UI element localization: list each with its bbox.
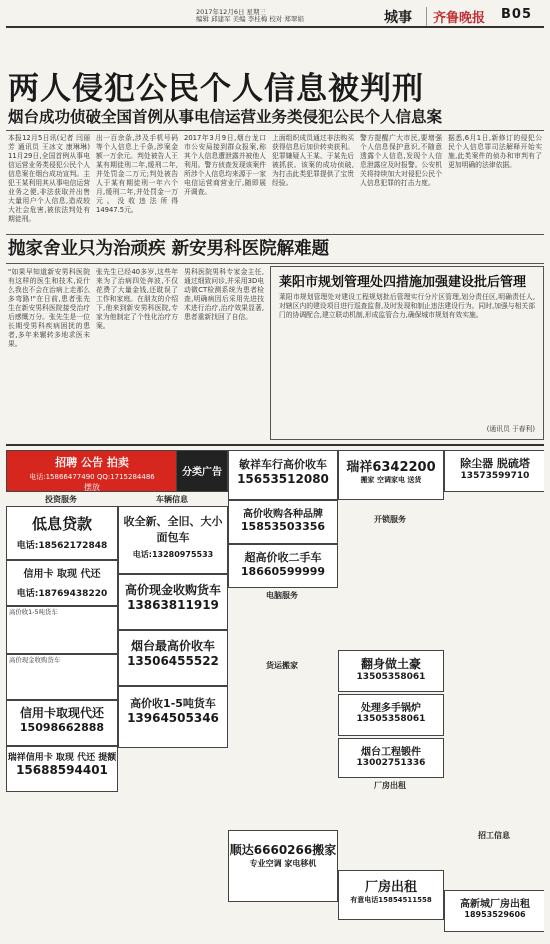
divider — [6, 444, 544, 446]
ad-used-car: 超高价收二手车 18660599999 — [228, 544, 338, 588]
ad-minxiang: 敏祥车行高价收车 15653512080 — [228, 450, 338, 500]
classified-banner: 招聘 公告 拍卖 电话:15866477490 QQ:1715284486 摆放 — [6, 450, 178, 492]
ad-truck: 高价收1-5吨货车 — [6, 606, 118, 654]
second-col-2: 张先生已经40多岁,这些年来为了治病四处奔波,不仅花费了大量金钱,还耽误了工作和家庭。在朋友的介绍下,他来到新安男科医院,专家为他制定了个性化治疗方案。 — [96, 268, 178, 330]
lead-subtitle: 烟台成功侦破全国首例从事电信运营业务类侵犯公民个人信息案 — [8, 108, 443, 126]
divider — [6, 234, 544, 235]
ad-truck-2: 高价现金收购货车 — [6, 654, 118, 700]
page-number: B05 — [501, 7, 532, 22]
box-credit: (通讯员 于春利) — [486, 425, 535, 433]
lead-col-5: 警方提醒广大市民,要增强个人信息保护意识,不随意透露个人信息,发现个人信息泄露应及时报警。公安机关将持续加大对侵犯公民个人信息犯罪的打击力度。 — [360, 134, 442, 187]
ad-gaoxin: 高新城厂房出租 18953529606 — [444, 890, 544, 932]
masthead — [6, 6, 544, 28]
section-name: 城事 — [384, 10, 412, 26]
category-label: 招工信息 — [478, 831, 510, 840]
ad-truck-5t: 高价收1-5吨货车 13964505346 — [118, 686, 228, 748]
paper-logo: 齐鲁晚报 — [426, 7, 485, 26]
ad-credit-2: 信用卡取现代还 15098662888 — [6, 700, 118, 746]
lead-headline: 两人侵犯公民个人信息被判刑 — [8, 71, 424, 107]
ad-dust-collector: 除尘器 脱硫塔 13573599710 — [444, 450, 544, 492]
category-label: 开锁服务 — [374, 515, 406, 524]
lead-col-1: 本报12月5日讯(记者 闫丽芳 通讯员 王冰文 康琳琳) 11月29日,全国首例从事电信运营业务类侵犯公民个人信息案在烟台成功宣判。主犯王某利用其从事电信运营业务之便,非法获取并出售大量用户个人信息,造成较大社会危害,被依法判处有期徒刑。 — [8, 134, 90, 223]
ad-boiler: 处理多手锅炉 13505358061 — [338, 694, 444, 736]
ad-loan: 低息贷款 电话:18562172848 — [6, 506, 118, 560]
category-label: 货运搬家 — [266, 661, 298, 670]
ad-vehicle: 收全新、全旧、大小面包车 电话:13280975533 — [118, 506, 228, 574]
second-headline: 抛家舍业只为治顽疾 新安男科医院解难题 — [8, 239, 330, 259]
ad-credit: 信用卡 取现 代还 电话:18769438220 — [6, 560, 118, 606]
ad-yantai-car: 烟台最高价收车 13506455522 — [118, 630, 228, 686]
second-col-3: 男科医院男科专家金主任,通过细致问诊,并采用3D电动微CT检测系统为患者检查,明确病因后采用先进技术进行治疗,治疗效果显著,患者重新找回了自信。 — [184, 268, 264, 321]
classified-logo: 分类广告 — [176, 450, 228, 492]
classified-section — [6, 450, 544, 938]
category-label: 电脑服务 — [266, 591, 298, 600]
ad-cash-truck: 高价现金收购货车 13863811919 — [118, 574, 228, 630]
ad-brands: 高价收购各种品牌 15853503356 — [228, 500, 338, 544]
second-col-1: "如果早知道新安男科医院有这样的医生和技术,说什么我也不会在治病上走那么多弯路!"在日前,患者张先生在新安男科医院接受治疗后感慨万分。张先生是一位长期受男科疾病困扰的患者,多年来辗转多地求医未果。 — [8, 268, 90, 348]
issue-meta: 2017年12月6日 星期三 编辑 邱建军 美编 李桂梅 校对 郑翠娟 — [196, 8, 304, 23]
lead-col-4: 上面组织成员通过非法购买获得信息后加价转卖获利。犯罪嫌疑人王某、于某先后被抓获。该案的成功侦破,为打击此类犯罪提供了宝贵经验。 — [272, 134, 354, 187]
box-body: 莱阳市规划管理处对建设工程规划批后管理实行分片区管理,划分责任区,明确责任人,对辖区内的建设项目进行巡查监督,及时发现和制止违法建设行为。同时,加强与相关部门的协调配合,建立联动机制,形成监管合力,确保城市规划有效实施。 — [279, 293, 535, 319]
ad-factory: 厂房出租 有意电话15854511558 — [338, 870, 444, 920]
box-headline: 莱阳市规划管理处四措施加强建设批后管理 — [279, 275, 527, 290]
planning-article-box — [270, 266, 544, 440]
divider — [6, 263, 544, 264]
ad-credit-3: 瑞祥信用卡 取现 代还 提额 15688594401 — [6, 746, 118, 792]
ad-ruixiang: 瑞祥6342200 搬家 空调家电 送货 — [338, 450, 444, 500]
lead-col-6: 据悉,6月1日,新修订的侵犯公民个人信息罪司法解释开始实施,此类案件的侦办和审判有了更加明确的法律依据。 — [448, 134, 542, 169]
lead-col-3: 2017年3月9日,烟台龙口市公安局接到群众报案,称其个人信息遭泄露并被他人利用。警方侦查发现该案件所涉个人信息均来源于一家电信运营商营业厅,随即展开调查。 — [184, 134, 266, 196]
category-label: 车辆信息 — [156, 495, 188, 504]
lead-col-2: 出一百余条,涉及手机号码等个人信息上千条,涉案金额一万余元。判处被告人王某有期徒刑二年,缓刑二年,并处罚金二万元;判处被告人于某有期徒刑一年六个月,缓刑二年,并处罚金一万元。没收违法所得14947.5元。 — [96, 134, 178, 214]
category-label: 投资服务 — [45, 495, 77, 504]
ad-forging: 烟台工程锻件 13002751336 — [338, 738, 444, 778]
divider — [6, 130, 544, 131]
newspaper-page — [6, 6, 544, 938]
ad-moving: 顺达6660266搬家 专业空调 家电移机 — [228, 830, 338, 902]
ad-tuhao: 翻身做土豪 13505358061 — [338, 650, 444, 692]
category-label: 厂房出租 — [374, 781, 406, 790]
